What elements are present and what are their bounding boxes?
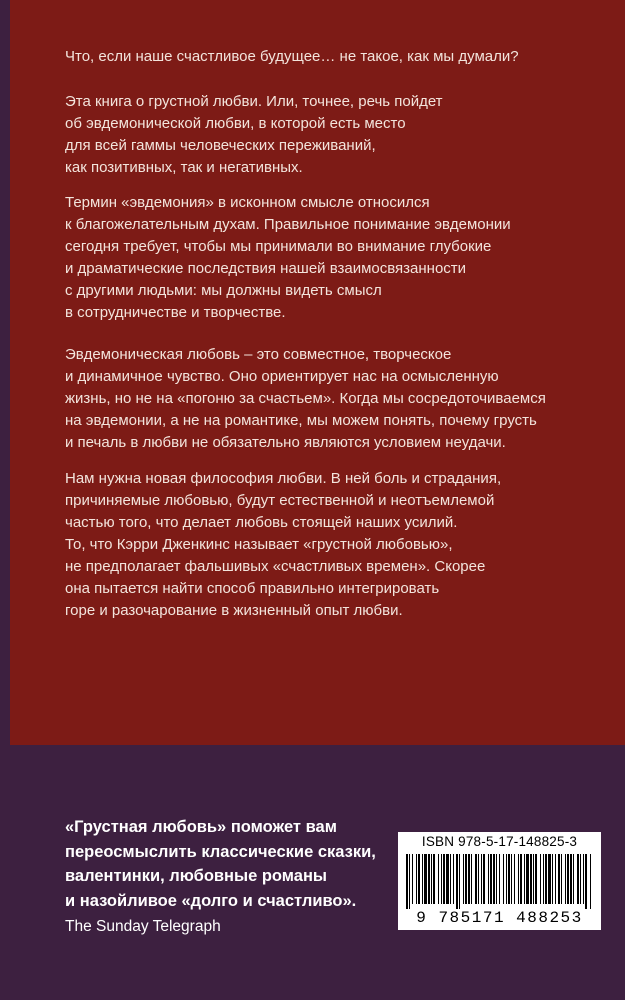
barcode-digits: 9 785171 488253: [416, 909, 583, 927]
barcode-bars: [404, 854, 595, 909]
paragraph-eudaimonic-love: Эвдемоническая любовь – это совместное, творческое и динамичное чувство. Оно ориентирует нас на осмысленную жизнь, но не на «погоню за счастьем». Когда мы сосредоточиваемся на эвдемонии, а не на романтике, мы можем понять, почему грусть и печаль в любви не обязательно являются условием неудачи.: [65, 346, 546, 451]
review-quote: «Грустная любовь» поможет вам переосмыслить классические сказки, валентинки, любовные романы и назойливое «долго и счастливо».: [65, 818, 376, 910]
paragraph-eudaimonia-term: Термин «эвдемония» в исконном смысле относился к благожелательным духам. Правильное понимание эвдемонии сегодня требует, чтобы мы принимали во внимание глубокие и драматические последствия нашей взаимосвязанности с другими людьми: мы должны видеть смысл в сотрудничестве и творчестве.: [65, 194, 511, 321]
isbn-label: ISBN 978-5-17-148825-3: [421, 834, 578, 849]
paragraph-new-philosophy: Нам нужна новая философия любви. В ней боль и страдания, причиняемые любовью, будут естественной и неотъемлемой частью того, что делает любовь стоящей наших усилий. То, что Кэрри Дженкинс называет «грустной любовью», не предполагает фальшивых «счастливых времен». Скорее она пытается найти способ правильно интегрировать горе и разочарование в жизненный опыт любви.: [65, 470, 502, 619]
paragraph-sad-love: Эта книга о грустной любви. Или, точнее, речь пойдет об эвдемонической любви, в которой есть место для всей гаммы человеческих переживаний, как позитивных, так и негативных.: [65, 93, 443, 176]
paragraph-intro: Что, если наше счастливое будущее… не такое, как мы думали?: [65, 48, 519, 65]
isbn-barcode: [398, 832, 601, 930]
review-source: The Sunday Telegraph: [65, 918, 221, 935]
